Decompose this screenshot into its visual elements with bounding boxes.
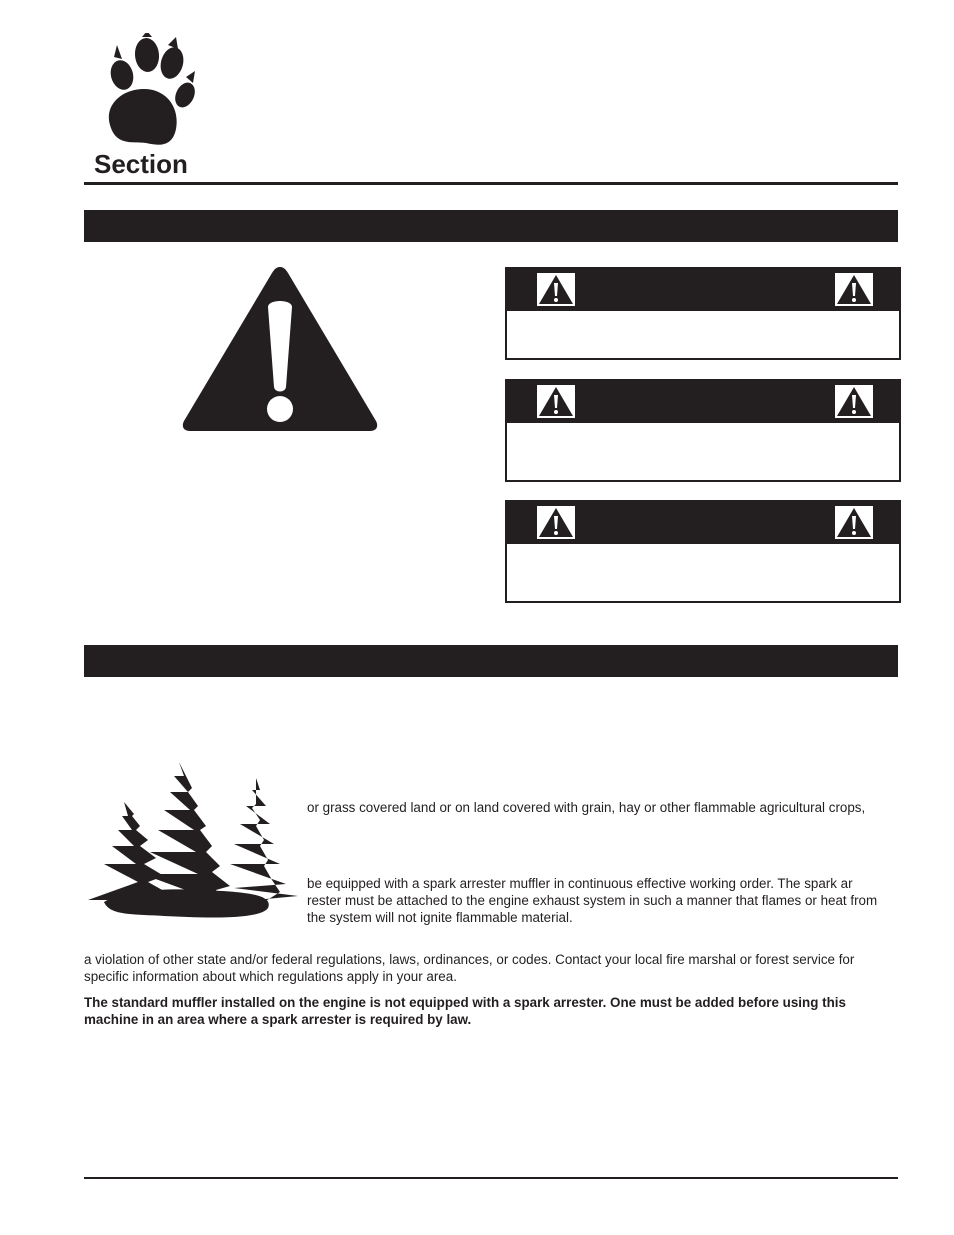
section-label: Section: [94, 149, 188, 179]
small-warning-triangle-icon: [537, 385, 575, 418]
caution-box-header: [507, 502, 899, 544]
section-header-bar-spark-arrester: [84, 645, 898, 677]
text-line: rester must be attached to the engine exhaust system in such a manner that flames or heat from: [307, 893, 878, 908]
text-line: The standard muffler installed on the engine is not equipped with a spark arrester. One must be added before using this: [84, 995, 846, 1010]
footer-rule: [84, 1177, 898, 1179]
muffler-notice-text: [84, 994, 898, 1028]
text-line: specific information about which regulations apply in your area.: [84, 969, 457, 984]
warning-box: [505, 379, 901, 482]
small-warning-triangle-icon: [537, 273, 575, 306]
text-line: a violation of other state and/or federal regulations, laws, ordinances, or codes. Contact your local fire marshal or forest service for: [84, 952, 855, 967]
warning-triangle-icon: [180, 263, 380, 433]
header-rule: [84, 182, 898, 185]
text-line: the system will not ignite flammable material.: [307, 910, 573, 925]
small-warning-triangle-icon: [537, 506, 575, 539]
text-line: machine in an area where a spark arrester is required by law.: [84, 1012, 472, 1027]
fire-hazard-text-line: or grass covered land or on land covered with grain, hay or other flammable agricultural crops,: [307, 800, 866, 815]
spark-arrester-requirement-text: [307, 875, 899, 926]
paw-print-icon: [100, 33, 200, 151]
small-warning-triangle-icon: [835, 273, 873, 306]
danger-box-header: [507, 269, 899, 311]
small-warning-triangle-icon: [835, 506, 873, 539]
text-line: be equipped with a spark arrester muffler in continuous effective working order. The spark ar: [307, 876, 853, 891]
warning-box-header: [507, 381, 899, 423]
pine-trees-icon: [84, 760, 302, 920]
regulations-text: [84, 951, 898, 985]
section-header-bar-safety: [84, 210, 898, 242]
small-warning-triangle-icon: [835, 385, 873, 418]
caution-box: [505, 500, 901, 603]
danger-box: [505, 267, 901, 360]
